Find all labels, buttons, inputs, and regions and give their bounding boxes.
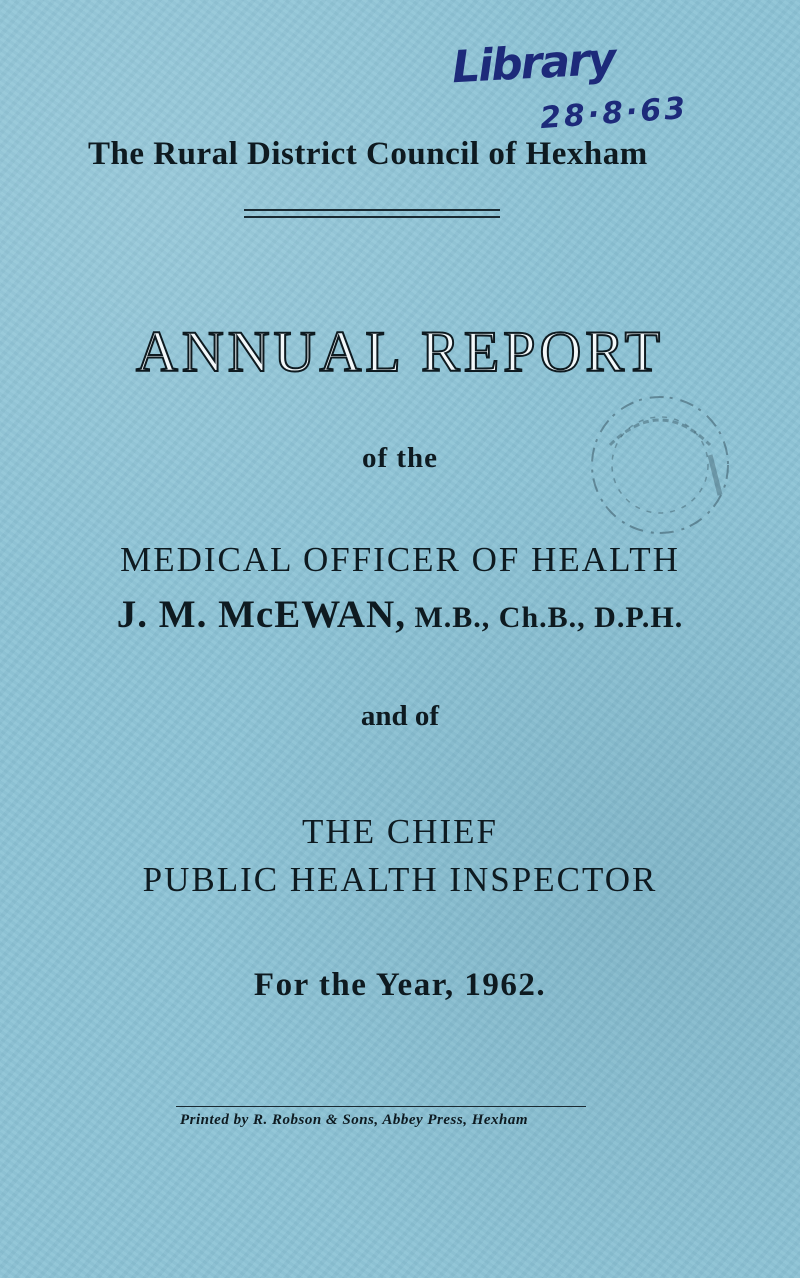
inspector-line-2: PUBLIC HEALTH INSPECTOR xyxy=(142,860,658,899)
title-rule-bottom xyxy=(244,216,500,218)
faded-library-stamp xyxy=(580,385,740,545)
officer-qualifications: M.B., Ch.B., D.P.H. xyxy=(405,601,684,634)
title-rule-top xyxy=(244,209,500,211)
handwritten-library-note: Library xyxy=(450,33,616,94)
printer-credit: Printed by R. Robson & Sons, Abbey Press, Hexham xyxy=(180,1112,529,1128)
printer-rule xyxy=(176,1106,586,1107)
report-title: ANNUAL REPORT xyxy=(135,319,665,384)
officer-name-line xyxy=(0,592,800,637)
officer-name: J. M. McEWAN, xyxy=(116,593,406,636)
handwritten-date-note: 28·8·63 xyxy=(538,90,690,137)
and-of-text: and of xyxy=(360,700,440,732)
council-name: The Rural District Council of Hexham xyxy=(88,136,648,172)
of-the-text: of the xyxy=(361,442,439,474)
inspector-line-1: THE CHIEF xyxy=(302,812,498,851)
report-year: For the Year, 1962. xyxy=(253,967,547,1003)
officer-title: MEDICAL OFFICER OF HEALTH xyxy=(120,540,680,579)
